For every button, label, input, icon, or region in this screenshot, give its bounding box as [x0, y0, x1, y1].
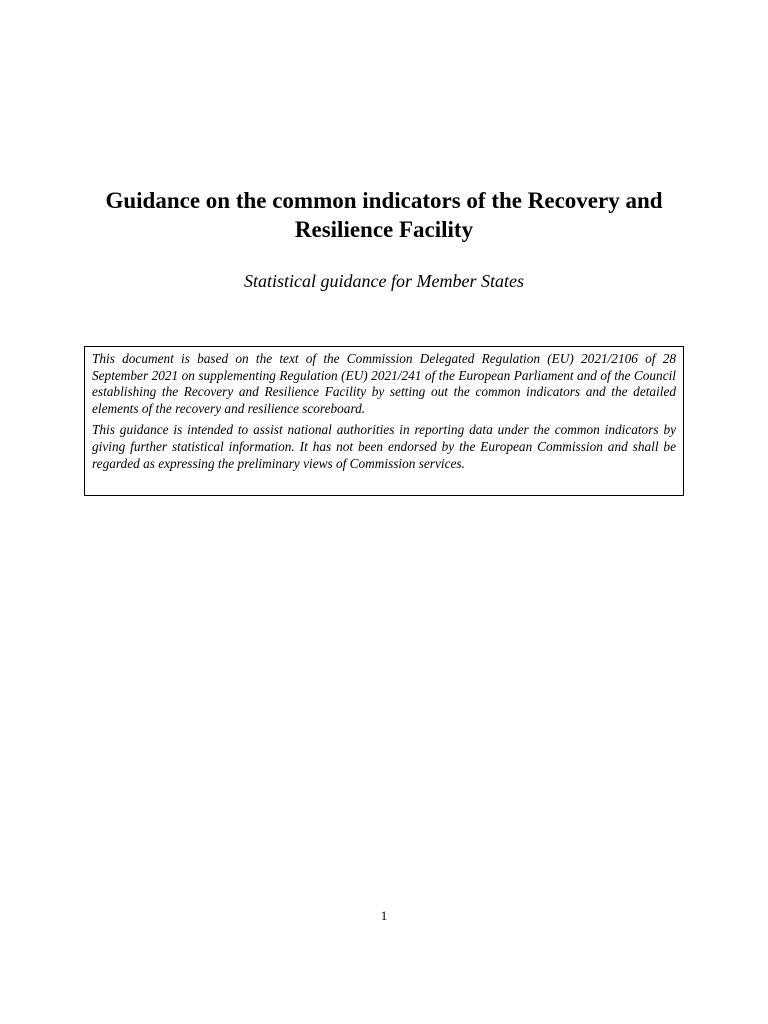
document-subtitle: Statistical guidance for Member States — [244, 271, 524, 291]
document-title: Guidance on the common indicators of the Recovery and Resilience Facility — [105, 188, 663, 242]
disclaimer-box — [84, 346, 684, 496]
disclaimer-paragraph-2: This guidance is intended to assist national authorities in reporting data under the common indicators by giving further statistical information. It has not been endorsed by the European Commission and shall be regarded as expressing the preliminary views of Commission services. — [92, 422, 676, 471]
page-number: 1 — [380, 908, 388, 923]
disclaimer-paragraph-1: This document is based on the text of the Commission Delegated Regulation (EU) 2021/2106 of 28 September 2021 on supplementing Regulation (EU) 2021/241 of the European Parliament and of the Council establishing the Recovery and Resilience Facility by setting out the common indicators and the detailed elements of the recovery and resilience scoreboard. — [92, 351, 676, 416]
